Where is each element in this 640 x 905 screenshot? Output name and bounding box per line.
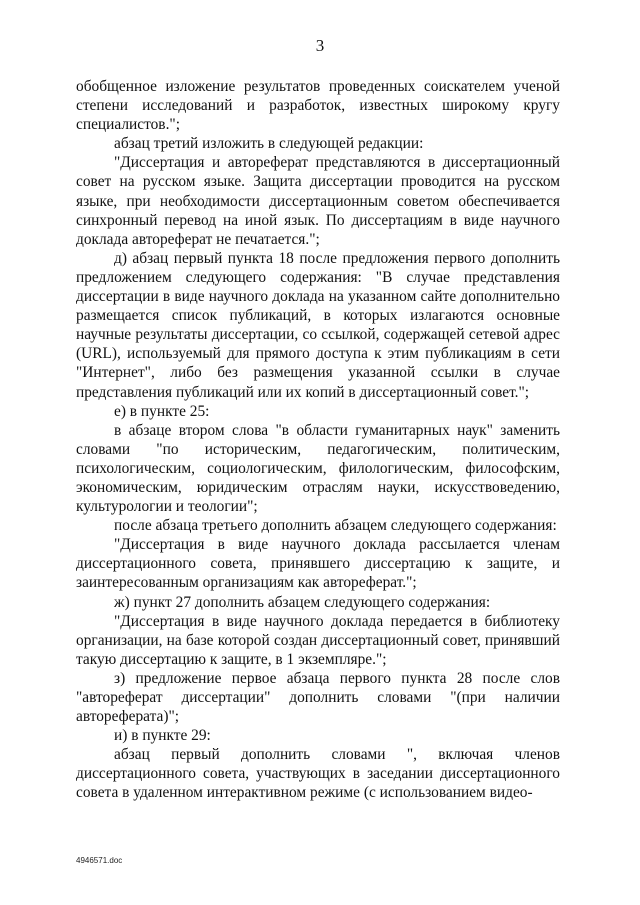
paragraph-item-i: и) в пункте 29:	[114, 727, 211, 745]
paragraph-item-e: е) в пункте 25:	[114, 402, 210, 420]
page-number: 3	[315, 36, 325, 55]
paragraph-continuation: обобщенное изложение результатов проведенных соискателем ученой степени исследований и разработок, известных широкому кругу специалистов.";	[76, 78, 560, 134]
paragraph-quote-language: "Диссертация и автореферат представляются в диссертационный совет на русском языке. Защита диссертации проводится на русском языке, при необходимости диссертационным советом обеспечивается синхронный перевод на иной язык. По диссертациям в виде научного доклада автореферат не печатается.";	[76, 154, 560, 248]
paragraph-item-e-replace: в абзаце втором слова "в области гуманитарных наук" заменить словами "по историческим, педагогическим, политическим, психологическим, социологическим, филологическим, философским, экономическим, юридическим отраслям науки, искусствоведению, культурологии и теологии";	[76, 421, 560, 516]
paragraph-item-e-add: после абзаца третьего дополнить абзацем следующего содержания:	[114, 517, 557, 535]
paragraph-quote-library: "Диссертация в виде научного доклада передается в библиотеку организации, на базе которой создан диссертационный совет, принявший такую диссертацию к защите, в 1 экземпляре.";	[76, 612, 560, 668]
paragraph-item-i-first: абзац первый дополнить словами ", включая членов диссертационного совета, участвующих в заседании диссертационного совета в удаленном интерактивном режиме (с использованием видео-	[76, 746, 560, 802]
document-body	[76, 77, 560, 803]
paragraph-item-z: з) предложение первое абзаца первого пункта 28 после слов "автореферат диссертации" дополнить словами "(при наличии автореферата)";	[76, 669, 560, 726]
footer-document-id: 4946571.doc	[76, 856, 123, 865]
paragraph-item-zh: ж) пункт 27 дополнить абзацем следующего содержания:	[114, 593, 491, 611]
paragraph-item-d: д) абзац первый пункта 18 после предложения первого дополнить предложением следующего содержания: "В случае представления диссертации в виде научного доклада на указанном сайте дополнительно размещается список публикаций, в которых излагаются основные научные результаты диссертации, со ссылкой, содержащей сетевой адрес (URL), используемый для прямого доступа к этим публикациям в сети "Интернет", либо без размещения указанной ссылки в случае представления публикаций или их копий в диссертационный совет.";	[76, 249, 560, 401]
paragraph-quote-distribution: "Диссертация в виде научного доклада рассылается членам диссертационного совета, принявшего диссертацию к защите, и заинтересованным организациям как автореферат.";	[76, 536, 560, 592]
paragraph-instruction-abzac-third: абзац третий изложить в следующей редакции:	[114, 135, 424, 153]
